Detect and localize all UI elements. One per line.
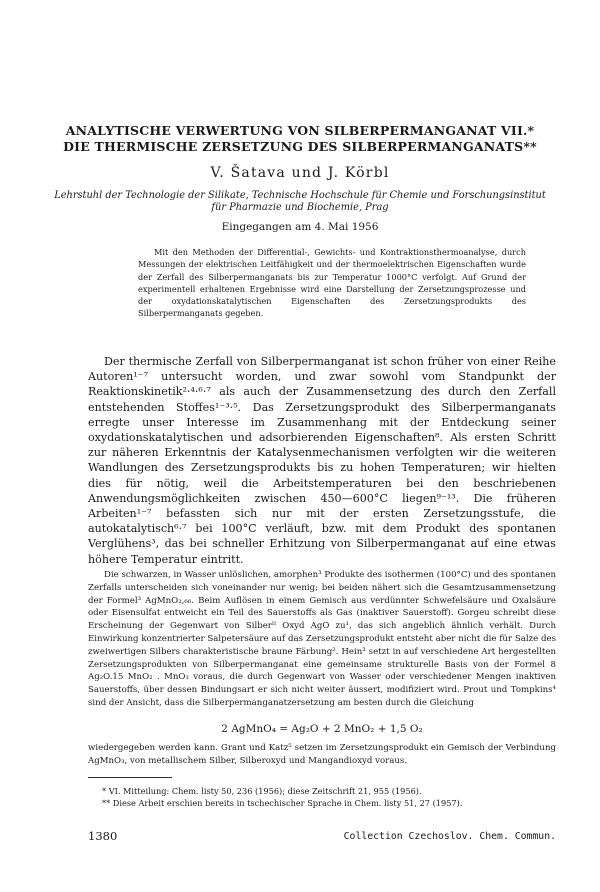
institution-line-2: für Pharmazie und Biochemie, Prag <box>211 202 389 213</box>
abstract: Mit den Methoden der Differential-, Gewichts- und Kontraktionsthermoanalyse, durch Messungen der elektrischen Leitfähigkeit und der thermoelektrischen Eigenschaften wurde der Zerfall des Silberpermanganats bis zur Temperatur 1000°C verfolgt. Auf Grund der experimentell erhaltenen Ergebnisse wird eine Darstellung der Zersetzungsprozesse und der oxydationskatalytischen Eigenschaften des Zersetzungsprodukts des Silberpermanganats gegeben. <box>138 247 526 319</box>
body-paragraph-2: Die schwarzen, in Wasser unlöslichen, amorphen³ Produkte des isothermen (100°C) und des spontanen Zerfalls unterscheiden sich voneinander nur wenig; bei beiden nähert sich die Gesamtzusammensetzung der Formel³ AgMnO₂,₆₆. Beim Auflösen in einem Gemisch aus verdünnter Schwefelsäure und Oxalsäure oder Eisensulfat entweicht ein Teil des Sauerstoffs als Gas (inaktiver Sauerstoff). Gorgeu schreibt diese Erscheinung der Gegenwart von Silberᴵᴵ Oxyd AgO zu¹, das sich angeblich ähnlich verhält. Durch Einwirkung konzentrierter Salpetersäure auf das Zersetzungsprodukt entsteht aber nicht die für Salze des zweiwertigen Silbers charakteristische braune Färbung². Hein³ setzt in auf verschiedene Art hergestellten Zersetzungsprodukten von Silberpermanganat eine gemeinsame strukturelle Basis von der Formel 8 Ag₂O.15 MnO₂ . MnO₃ voraus, die durch Gegenwart von Wasser oder verschiedener Mengen inaktiven Sauerstoffs, über dessen Bindungsart er sich nicht weiter äussert, modifiziert wird. Prout und Tompkins⁴ sind der Ansicht, dass die Silberpermanganatzersetzung am besten durch die Gleichung <box>88 570 556 708</box>
journal-name: Collection Czechoslov. Chem. Commun. <box>343 831 556 842</box>
received-date: Eingegangen am 4. Mai 1956 <box>221 221 379 233</box>
institution <box>50 190 550 214</box>
body-paragraph-3: wiedergegeben werden kann. Grant und Katz⁵ setzen im Zersetzungsprodukt ein Gemisch der Verbindung AgMnO₃, von metallischem Silber, Silberoxyd und Mangandioxyd voraus. <box>88 743 556 766</box>
footnote-1: * VI. Mitteilung: Chem. listy 50, 236 (1956); diese Zeitschrift 21, 955 (1956). <box>102 786 422 796</box>
page-number: 1380 <box>88 829 118 843</box>
footnote-2: ** Diese Arbeit erschien bereits in tschechischer Sprache in Chem. listy 51, 27 (1957). <box>102 798 463 808</box>
authors: V. Šatava und J. Körbl <box>210 165 390 181</box>
body-paragraph-1: Der thermische Zerfall von Silberpermanganat ist schon früher von einer Reihe Autoren¹⁻⁷ untersucht worden, und zwar sowohl vom Standpunkt der Reaktionskinetik²·⁴·⁶·⁷ als auch der Zusammensetzung des durch den Zerfall entstehenden Stoffes¹⁻³·⁵. Das Zersetzungsprodukt des Silberpermanganats erregte unser Interesse im Zusammenhang mit der Entdeckung seiner oxydationskatalytischen und adsorbierenden Eigenschaften⁸. Als ersten Schritt zur näheren Erkenntnis der Katalysenmechanismen verfolgten wir die weiteren Wandlungen des Zersetzungsprodukts bis zu hohen Temperaturen; wir hielten dies für nötig, weil die Arbeitstemperaturen bei den beschriebenen Anwendungsmöglichkeiten zwischen 450—600°C liegen⁹⁻¹³. Die früheren Arbeiten¹⁻⁷ befassten sich nur mit der ersten Zersetzungsstufe, die autokatalytisch⁶·⁷ bei 100°C verläuft, bzw. mit dem Produkt des spontanen Verglühens³, das bei schneller Erhitzung von Silberpermanganat auf eine etwas höhere Temperatur eintritt. <box>88 355 556 566</box>
paper-title-line-2: DIE THERMISCHE ZERSETZUNG DES SILBERPERMANGANATS** <box>63 139 537 154</box>
paper-title-line-1: ANALYTISCHE VERWERTUNG VON SILBERPERMANGANAT VII.* <box>65 123 535 138</box>
institution-line-1: Lehrstuhl der Technologie der Silikate, Technische Hochschule für Chemie und Forschungsinstitut <box>54 190 546 201</box>
decomposition-equation: 2 AgMnO₄ = Ag₂O + 2 MnO₂ + 1,5 O₂ <box>221 723 423 735</box>
footnote-divider <box>88 777 172 778</box>
